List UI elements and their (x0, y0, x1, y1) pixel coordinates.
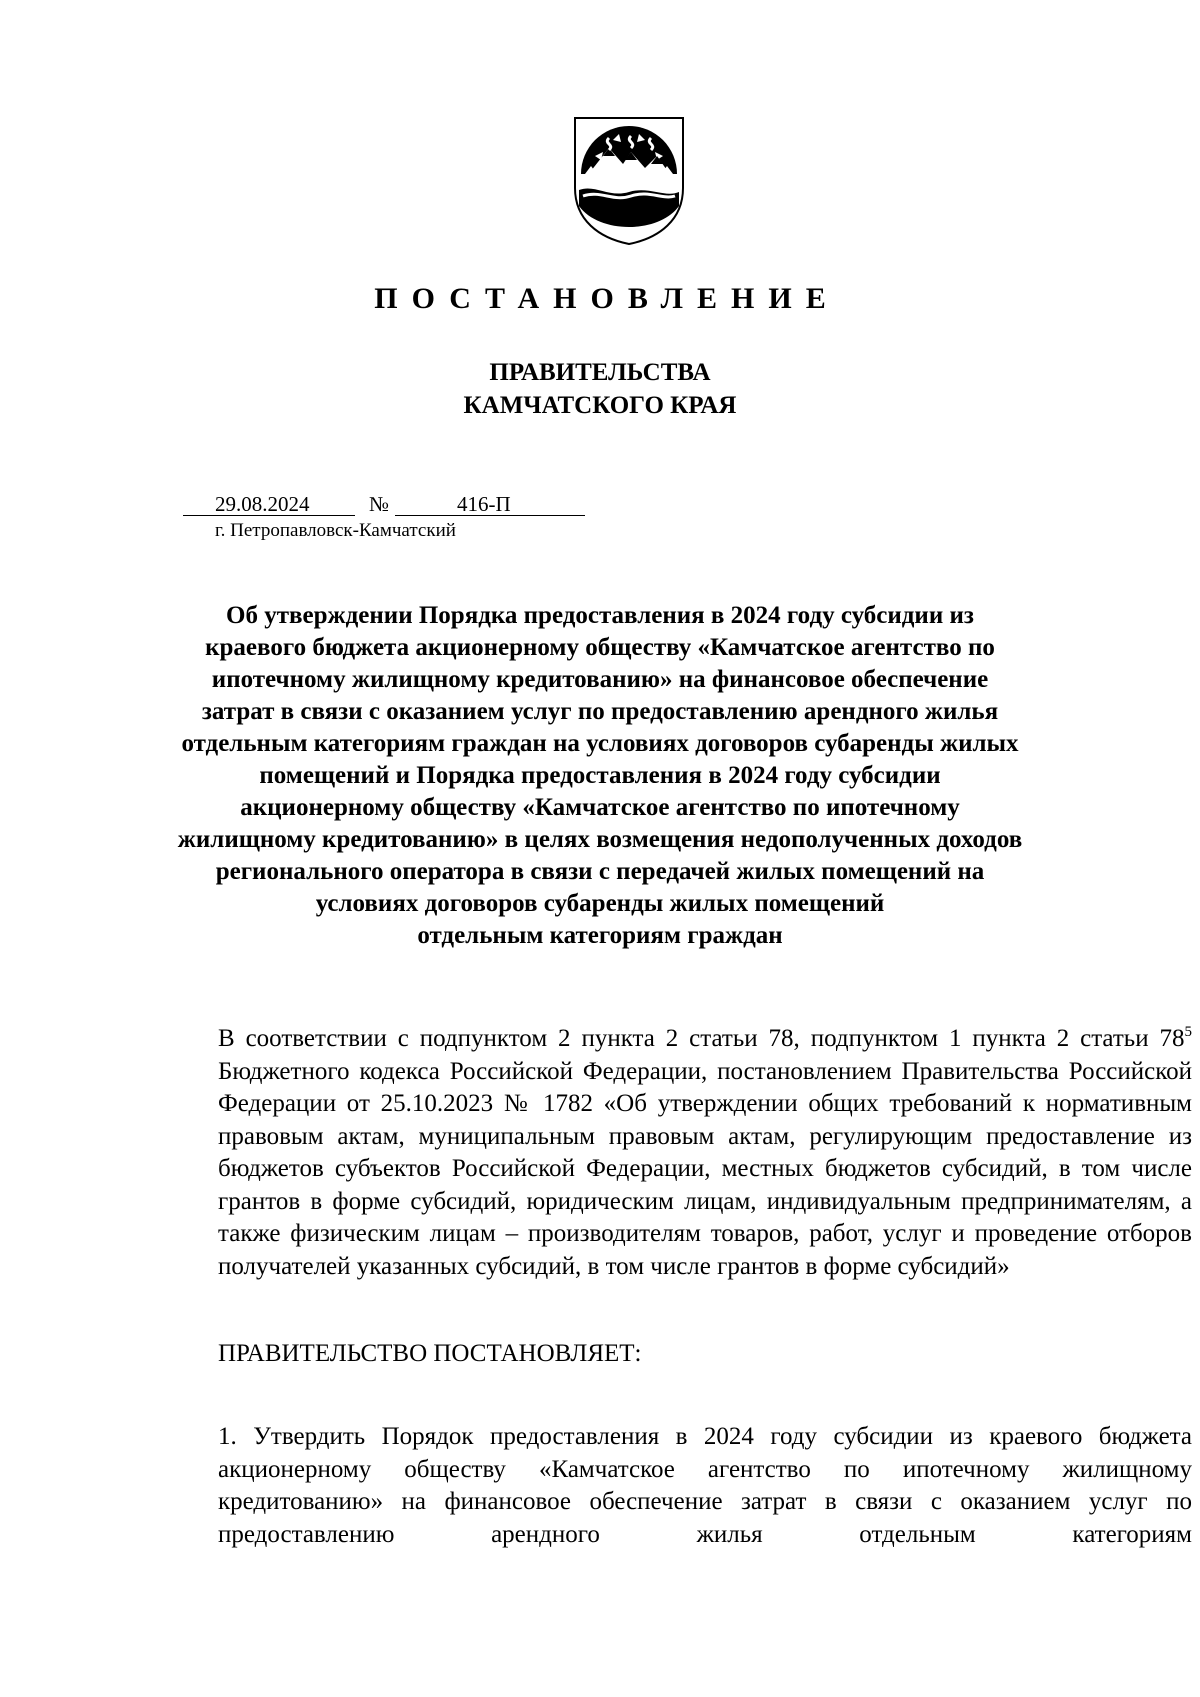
title-line: помещений и Порядка предоставления в 2024 году субсидии (259, 762, 941, 789)
issuer-line: ПРАВИТЕЛЬСТВА (489, 359, 711, 386)
title-line: ипотечному жилищному кредитованию» на финансовое обеспечение (211, 666, 989, 693)
item-1-paragraph: 1. Утвердить Порядок предоставления в 2024 году субсидии из краевого бюджета акционерному обществу «Камчатское агентство по ипотечному жилищному кредитованию» на финансовое обеспечение затрат в связи с оказанием услуг по предоставлению арендного жилья отдельным категориям (218, 1423, 1192, 1548)
title-line: акционерному обществу «Камчатское агентство по ипотечному (240, 794, 960, 821)
title-line: жилищному кредитованию» в целях возмещения недополученных доходов (177, 826, 1023, 853)
preamble-text-start: В соответствии с подпунктом 2 пункта 2 статьи 78, подпунктом 1 пункта 2 статьи 78 (218, 1025, 1185, 1052)
article-superscript: 5 (1184, 1024, 1192, 1040)
document-type-heading: ПОСТАНОВЛЕНИЕ (374, 282, 840, 315)
document-title (120, 600, 1080, 952)
title-line: Об утверждении Порядка предоставления в 2024 году субсидии из (226, 602, 974, 629)
title-line: отдельным категориям граждан (417, 922, 783, 949)
number-sign: № (369, 492, 390, 516)
preamble-text-end: Бюджетного кодекса Российской Федерации, постановлением Правительства Российской Федерации от 25.10.2023 № 1782 «Об утверждении общих требований к нормативным правовым актам, муниципальным правовым актам, регулирующим предоставление из бюджетов субъектов Российской Федерации, местных бюджетов субсидий, в том числе грантов в форме субсидий, юридическим лицам, индивидуальным предпринимателям, а также физическим лицам – производителям товаров, работ, услуг и проведение отборов получателей указанных субсидий, в том числе грантов в форме субсидий» (218, 1057, 1192, 1280)
issuer-heading (0, 356, 1200, 422)
coat-of-arms-emblem (573, 116, 685, 246)
issue-city: г. Петропавловск-Камчатский (215, 520, 456, 541)
preamble-paragraph (142, 1023, 1192, 1283)
issuer-line: КАМЧАТСКОГО КРАЯ (463, 392, 737, 419)
date-number-row (183, 492, 585, 520)
resolution-heading: ПРАВИТЕЛЬСТВО ПОСТАНОВЛЯЕТ: (218, 1340, 642, 1367)
document-number: 416-П (457, 492, 511, 516)
title-line: отдельным категориям граждан на условиях договоров субаренды жилых (181, 730, 1019, 757)
title-line: затрат в связи с оказанием услуг по предоставлению арендного жилья (201, 698, 999, 725)
gap-underline (325, 515, 355, 516)
title-line: регионального оператора в связи с передачей жилых помещений на (215, 858, 985, 885)
title-line: краевого бюджета акционерному обществу «Камчатское агентство по (205, 634, 995, 661)
title-line: условиях договоров субаренды жилых помещений (315, 890, 885, 917)
document-date: 29.08.2024 (215, 492, 310, 516)
